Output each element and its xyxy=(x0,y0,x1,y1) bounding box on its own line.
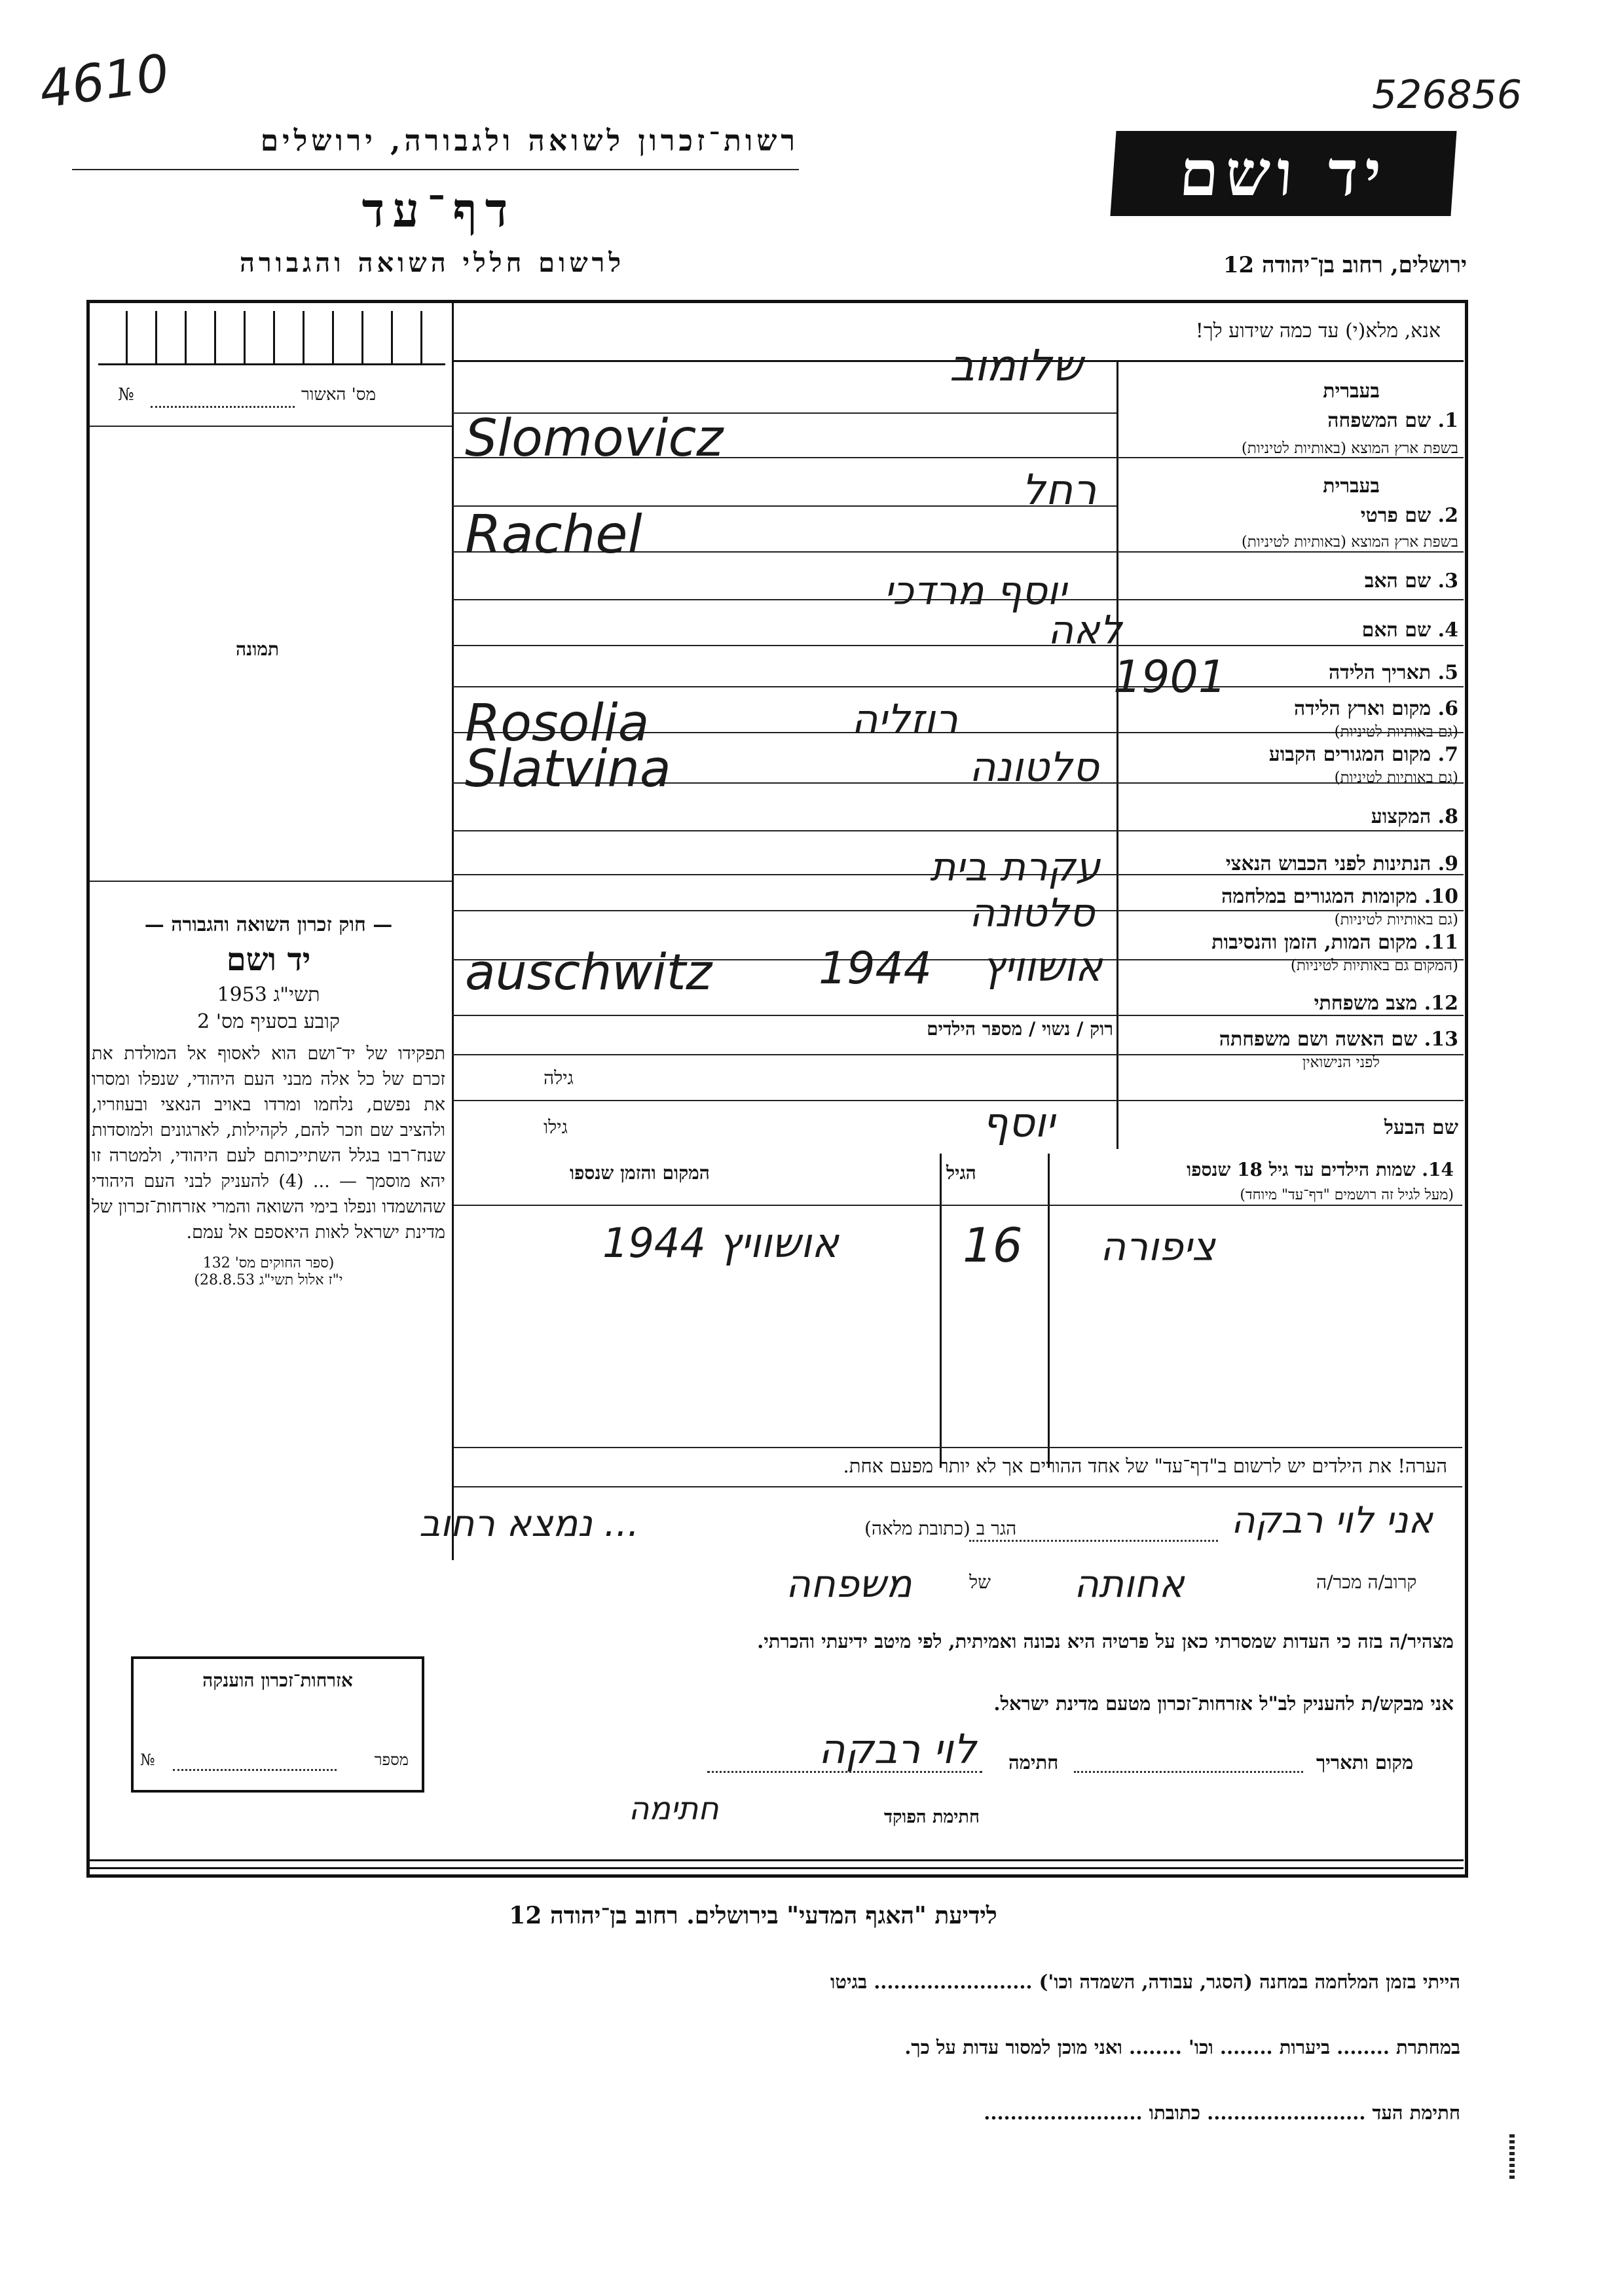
origin-script-2: בשפת ארץ המוצא (באותיות לטיניות) xyxy=(1241,534,1458,551)
official-signature-label: חתימת הפוקד xyxy=(884,1807,980,1827)
relation: אחותה xyxy=(1074,1561,1185,1606)
header-address: ירושלים, רחוב בן־יהודה 12 xyxy=(1223,252,1467,278)
relation-of: משפחה xyxy=(786,1561,912,1606)
family-name-hebrew: שלומוב xyxy=(950,340,1083,391)
citizenship-box xyxy=(131,1656,424,1793)
certificate-number-prefix: № xyxy=(118,385,134,405)
binder-mark xyxy=(1509,2134,1515,2180)
bottom-line-1: הייתי בזמן המלחמה במחנה (הסגר, עבודה, השמדה וכו') ........................ בגיטו xyxy=(830,1971,1460,1993)
children-sub: (מעל לגיל זה רושמים "דף־עד" מיוחד) xyxy=(1240,1187,1454,1203)
form-subtitle: לרשום חללי השואה והגבורה xyxy=(239,247,625,278)
birth-place-hebrew: רוזליה xyxy=(851,695,958,743)
label-birth-date: 5. תאריך הלידה xyxy=(1329,661,1458,684)
official-signature: חתימה xyxy=(629,1791,719,1827)
latin-too-6: (גם באותיות לטיניות) xyxy=(1334,723,1458,740)
label-wife-name: 13. שם האשה ושם משפחתה xyxy=(1219,1028,1458,1051)
child-age: 16 xyxy=(963,1218,1023,1273)
in-hebrew-1: בעברית xyxy=(1323,380,1380,403)
marital-options: רוק / נשוי / מספר הילדים xyxy=(927,1018,1113,1040)
death-sub: (המקום גם באותיות לטיניות) xyxy=(1290,957,1458,974)
bottom-line-3: חתימת העד ........................ כתובתו ........................ xyxy=(984,2102,1460,2124)
law-ref-1: (ספר החוקים מס' 132 xyxy=(202,1255,335,1271)
request: אני מבקש/ת להעניק לב"ל אזרחות־זכרון מטעם מדינת ישראל. xyxy=(993,1692,1454,1715)
label-birth-place: 6. מקום וארץ הלידה xyxy=(1293,697,1458,720)
label-family-name: 1. שם המשפחה xyxy=(1327,409,1458,432)
label-occupation: 8. המקצוע xyxy=(1371,805,1458,828)
law-panel xyxy=(92,913,445,1288)
label-death-place: 11. מקום המות, הזמן והנסיבות xyxy=(1211,931,1458,954)
archive-number-right: 526856 xyxy=(1372,72,1522,118)
archive-number-left: 4610 xyxy=(35,43,173,120)
note-rule xyxy=(454,1447,1462,1448)
citizenship-box-title: אזרחות־זכרון הוענקה xyxy=(202,1669,353,1691)
citizenship-no-sign: № xyxy=(140,1751,155,1769)
before-marriage: לפני הנישואין xyxy=(1302,1054,1380,1071)
latin-too-10: (גם באותיות לטיניות) xyxy=(1334,911,1458,928)
first-name-hebrew: רחל xyxy=(1022,466,1097,515)
label-father: 3. שם האב xyxy=(1364,570,1458,592)
declarant-name: אני לוי רבקה xyxy=(1231,1499,1433,1542)
label-husband: שם הבעל xyxy=(1384,1116,1458,1139)
declarant-address: נמצא רחוב ... xyxy=(419,1503,639,1545)
law-clause: קובע בסעיף מס' 2 xyxy=(197,1010,340,1033)
signature: לוי רבקה xyxy=(819,1725,977,1773)
law-ref-2: י"ז אלול תשי"ג 28.8.53) xyxy=(194,1272,343,1288)
cert-rule xyxy=(90,426,452,427)
form-title: דף־עד xyxy=(361,182,516,238)
law-year: תשי"ג 1953 xyxy=(217,983,320,1006)
photo-rule xyxy=(90,881,452,882)
law-name: יד ושם xyxy=(226,941,311,978)
authority-title: רשות־זכרון לשואה ולגבורה, ירושלים xyxy=(260,124,799,158)
citizenship-number-label: מספר xyxy=(374,1751,409,1769)
logo-text: יד ושם xyxy=(1177,136,1390,210)
child-death: אושוויץ 1944 xyxy=(602,1219,839,1267)
bottom-title: לידיעת "האגף המדעי" בירושלים. רחוב בן־יהודה 12 xyxy=(509,1902,997,1929)
children-age-header: הגיל xyxy=(946,1162,976,1184)
children-header-rule xyxy=(454,1205,1462,1206)
bottom-line-2: במחתרת ........ ביערות ........ וכו' ........ ואני מוכן למסור עדות על כך. xyxy=(904,2036,1460,2058)
label-marital-status: 12. מצב משפחתי xyxy=(1314,992,1458,1015)
father-name: יוסף מרדכי xyxy=(884,568,1067,614)
note-rule-2 xyxy=(454,1486,1462,1487)
children-header: 14. שמות הילדים עד גיל 18 שנספו xyxy=(1187,1159,1454,1180)
label-residence: 7. מקום המגורים הקבוע xyxy=(1268,743,1458,766)
residence-hebrew: סלטונה xyxy=(969,743,1099,791)
family-name-latin: Slomovicz xyxy=(465,409,724,468)
photo-placeholder: תמונה xyxy=(236,638,280,660)
bottom-rule-2 xyxy=(88,1867,1464,1869)
in-hebrew-2: בעברית xyxy=(1323,475,1380,498)
death-year: 1944 xyxy=(819,943,932,994)
spouse-name: יוסף xyxy=(982,1099,1055,1146)
children-place-header: המקום והזמן שנספו xyxy=(570,1162,710,1184)
death-place-latin: auschwitz xyxy=(465,943,712,1001)
yad-vashem-logo xyxy=(1110,131,1456,216)
declaration: מצהיר/ה בזה כי העדות שמסרתי כאן על פרטיה היא נכונה ואמיתית, לפי מיטב ידיעתי והכרתי. xyxy=(757,1630,1454,1652)
note: הערה! את הילדים יש לרשום ב"דף־עד" של אחד ההורים אך לא יותר מפעם אחת. xyxy=(843,1455,1447,1477)
birth-place-latin: Rosolia xyxy=(465,694,650,753)
signature-label: חתימה xyxy=(1008,1751,1059,1774)
child-name: ציפורה xyxy=(1100,1224,1215,1270)
relative-label: קרוב/ה מכר/ה xyxy=(1316,1571,1417,1593)
label-wartime-residence: 10. מקומות המגורים במלחמה xyxy=(1221,885,1458,908)
code-boxes xyxy=(98,311,445,365)
certificate-number-line xyxy=(151,406,295,408)
death-place-hebrew: אושוויץ xyxy=(982,943,1103,991)
place-date-label: מקום ותאריך xyxy=(1316,1751,1414,1774)
of-label: של xyxy=(969,1571,991,1593)
latin-too-7: (גם באותיות לטיניות) xyxy=(1334,769,1458,786)
first-name-latin: Rachel xyxy=(465,504,642,565)
header-rule xyxy=(72,169,799,170)
declarant-address-label: הגר ב (כתובת מלאה) xyxy=(864,1518,1017,1539)
wife-age-label: גילה xyxy=(544,1067,574,1089)
bottom-rule-1 xyxy=(88,1859,1464,1861)
label-first-name: 2. שם פרטי xyxy=(1360,504,1458,527)
law-text: תפקידו של יד־ושם הוא לאסוף אל המולדת את זכרם של כל אלה מבני העם היהודי, שנפלו ומסרו את נפשם, נלחמו ומרדו באויב הנאצי ובעוזריו, ולהציב שם וזכר להם, לקהילות, לארגונים ולמוסדות שנח־רבו בגלל השתייכותם לעם היהודי, ולמטרה זו יהא מוסמך — ... (4) להעניק לבני העם היהודי שהושמדו ונפלו בימי השואה והמרי אזרחות־זכרון של מדינת ישראל לאות היאספם אל עמם. xyxy=(92,1044,446,1243)
residence-latin: Slatvina xyxy=(465,740,671,799)
children-col-1 xyxy=(940,1154,942,1468)
birth-year: 1901 xyxy=(1113,651,1227,703)
origin-script-1: בשפת ארץ המוצא (באותיות לטיניות) xyxy=(1241,440,1458,457)
law-title: — חוק זכרון השואה והגבורה — xyxy=(144,913,393,936)
label-citizenship: 9. הנתינות לפני הכבוש הנאצי xyxy=(1225,852,1458,875)
husband-age-label: גילו xyxy=(544,1116,568,1138)
instruction: אנא, מלא(י) עד כמה שידוע לך! xyxy=(1195,319,1441,342)
mother-name: לאה xyxy=(1048,608,1122,653)
occupation: עקרת בית xyxy=(930,845,1101,890)
certificate-number-label: מס' האשור xyxy=(301,385,377,405)
children-col-2 xyxy=(1048,1154,1050,1468)
wartime-place: סלטונה xyxy=(969,890,1095,936)
label-mother: 4. שם האם xyxy=(1361,619,1458,642)
